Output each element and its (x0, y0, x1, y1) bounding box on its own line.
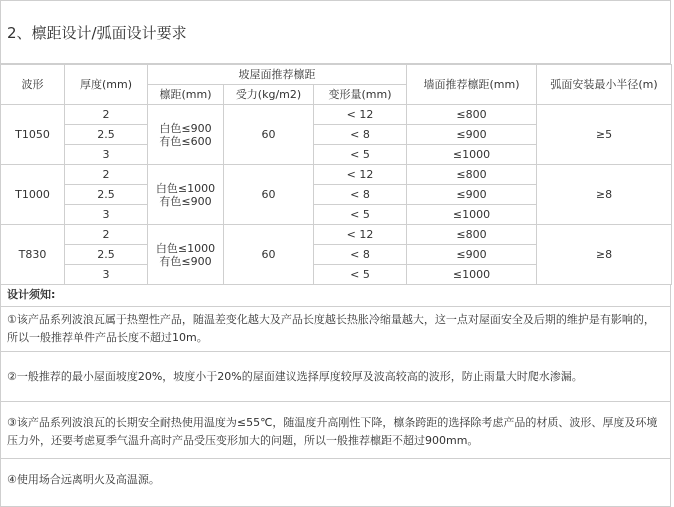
header-thickness: 厚度(mm) (65, 65, 148, 105)
table-row (1, 165, 672, 185)
purlin-cell (148, 165, 224, 225)
wall-cell: ≤1000 (407, 265, 537, 285)
thickness-cell: 2 (65, 105, 148, 125)
thickness-cell: 2 (65, 225, 148, 245)
wall-cell: ≤800 (407, 165, 537, 185)
deform-cell: < 5 (314, 145, 407, 165)
table-row (1, 225, 672, 245)
purlin-white: 白色≤1000 (155, 181, 216, 195)
wave-cell: T830 (1, 225, 65, 285)
header-wave: 波形 (1, 65, 65, 105)
wall-cell: ≤800 (407, 105, 537, 125)
purlin-cell (148, 225, 224, 285)
spec-table (0, 64, 672, 285)
note-item-3: ③该产品系列波浪瓦的长期安全耐热使用温度为≤55℃，随温度升高刚性下降，檩条跨距的选择除考虑产品的材质、波形、厚度及环境压力外，还要考虑夏季气温升高时产品受压变形加大的问题，所以一般推荐檩距不超过900mm。 (0, 402, 671, 459)
force-cell: 60 (224, 225, 314, 285)
header-wall: 墙面推荐檩距(mm) (407, 65, 537, 105)
purlin-white: 白色≤900 (159, 121, 212, 135)
thickness-cell: 2.5 (65, 185, 148, 205)
section-title: 2、檩距设计/弧面设计要求 (0, 0, 671, 64)
deform-cell: < 8 (314, 125, 407, 145)
purlin-color: 有色≤900 (159, 194, 212, 208)
thickness-cell: 3 (65, 205, 148, 225)
thickness-cell: 3 (65, 145, 148, 165)
deform-cell: < 12 (314, 225, 407, 245)
header-force: 受力(kg/m2) (224, 85, 314, 105)
force-cell: 60 (224, 105, 314, 165)
note-item-1: ①该产品系列波浪瓦属于热塑性产品，随温差变化越大及产品长度越长热胀冷缩量越大，这一点对屋面安全及后期的维护是有影响的，所以一般推荐单件产品长度不超过10m。 (0, 307, 671, 352)
thickness-cell: 2.5 (65, 245, 148, 265)
purlin-color: 有色≤600 (159, 134, 212, 148)
deform-cell: < 12 (314, 165, 407, 185)
thickness-cell: 2.5 (65, 125, 148, 145)
deform-cell: < 5 (314, 265, 407, 285)
deform-cell: < 8 (314, 245, 407, 265)
wall-cell: ≤900 (407, 125, 537, 145)
wall-cell: ≤800 (407, 225, 537, 245)
wall-cell: ≤900 (407, 185, 537, 205)
table-row (1, 105, 672, 125)
note-item-4: ④使用场合远离明火及高温源。 (0, 459, 671, 507)
purlin-white: 白色≤1000 (155, 241, 216, 255)
wall-cell: ≤900 (407, 245, 537, 265)
wall-cell: ≤1000 (407, 145, 537, 165)
note-item-2: ②一般推荐的最小屋面坡度20%，坡度小于20%的屋面建议选择厚度较厚及波高较高的波形，防止雨量大时爬水渗漏。 (0, 352, 671, 402)
purlin-color: 有色≤900 (159, 254, 212, 268)
header-deform: 变形量(mm) (314, 85, 407, 105)
deform-cell: < 12 (314, 105, 407, 125)
design-notes (0, 285, 671, 507)
header-radius: 弧面安装最小半径(m) (537, 65, 672, 105)
thickness-cell: 2 (65, 165, 148, 185)
wave-cell: T1050 (1, 105, 65, 165)
header-row-1 (1, 65, 672, 85)
force-cell: 60 (224, 165, 314, 225)
radius-cell: ≥5 (537, 105, 672, 165)
deform-cell: < 5 (314, 205, 407, 225)
notes-heading: 设计须知: (0, 285, 671, 307)
header-purlin: 檩距(mm) (148, 85, 224, 105)
header-slope-group: 坡屋面推荐檩距 (148, 65, 407, 85)
deform-cell: < 8 (314, 185, 407, 205)
wall-cell: ≤1000 (407, 205, 537, 225)
purlin-cell (148, 105, 224, 165)
radius-cell: ≥8 (537, 225, 672, 285)
wave-cell: T1000 (1, 165, 65, 225)
radius-cell: ≥8 (537, 165, 672, 225)
thickness-cell: 3 (65, 265, 148, 285)
